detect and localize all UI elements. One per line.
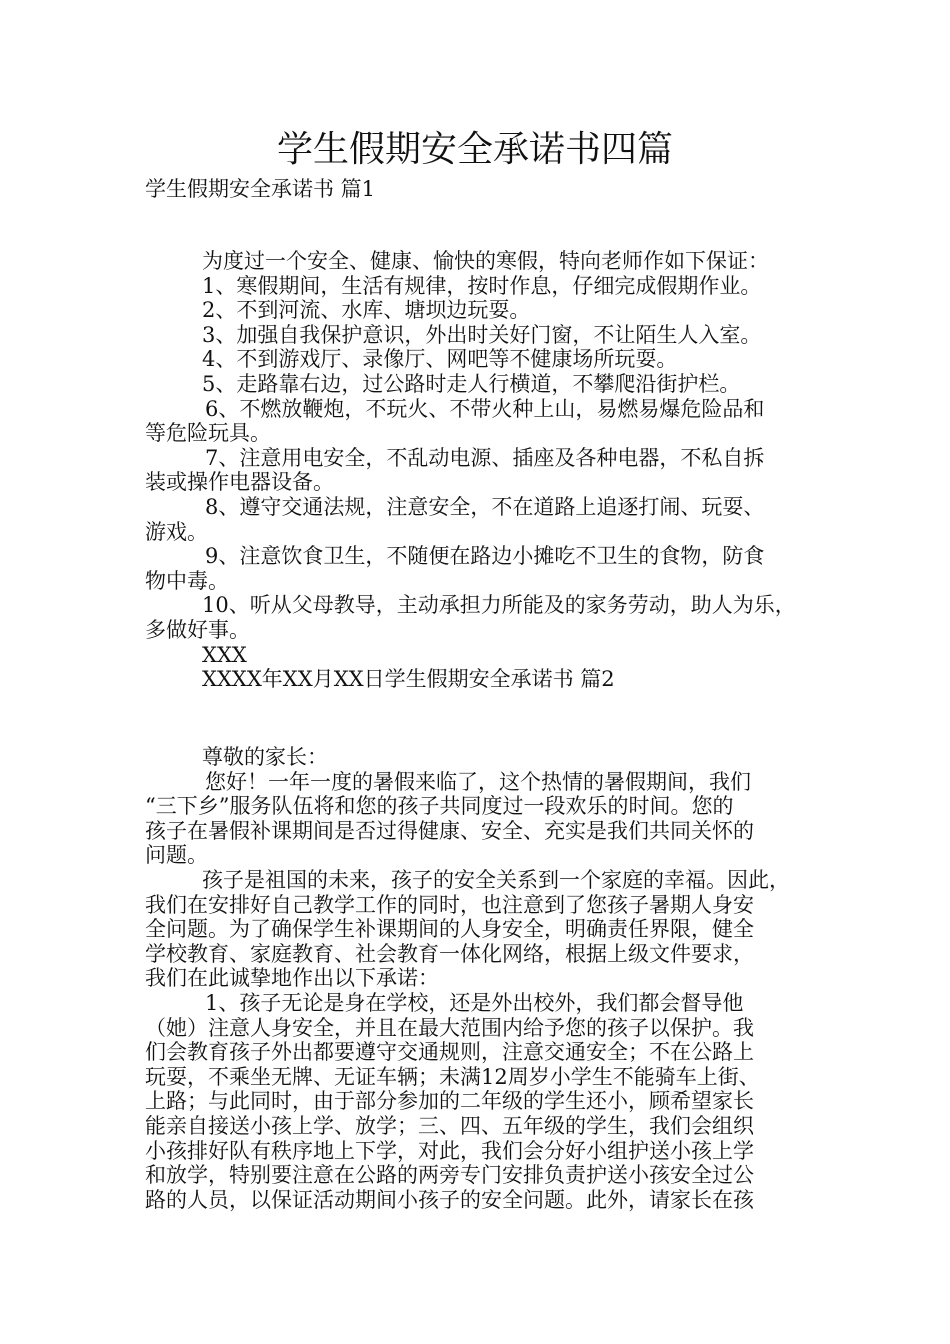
paragraph-line: （她）注意人身安全，并且在最大范围内给予您的孩子以保护。我: [145, 1015, 754, 1040]
list-item: 5、走路靠右边，过公路时走人行横道，不攀爬沿街护栏。: [202, 371, 741, 396]
signature: XXX: [202, 642, 247, 667]
paragraph-line: 能亲自接送小孩上学、放学；三、四、五年级的学生，我们会组织: [145, 1113, 754, 1138]
paragraph-line: “三下乡”服务队伍将和您的孩子共同度过一段欢乐的时间。您的: [145, 794, 734, 819]
list-item: 8、遵守交通法规，注意安全，不在道路上追逐打闹、玩耍、: [205, 494, 765, 519]
paragraph-line: 们会教育孩子外出都要遵守交通规则，注意交通安全；不在公路上: [145, 1040, 754, 1065]
greeting: 尊敬的家长：: [202, 745, 328, 769]
paragraph-line: 上路；与此同时，由于部分参加的二年级的学生还小，顾希望家长: [145, 1089, 754, 1114]
date-and-section-heading-2: XXXX年XX月XX日学生假期安全承诺书 篇2: [202, 667, 615, 692]
list-item: 4、不到游戏厅、录像厅、网吧等不健康场所玩耍。: [202, 347, 678, 372]
list-item: 1、寒假期间，生活有规律，按时作息，仔细完成假期作业。: [202, 273, 762, 298]
list-item: 6、不燃放鞭炮，不玩火、不带火种上山，易燃易爆危险品和: [205, 396, 765, 421]
list-item-continuation: 多做好事。: [145, 617, 250, 642]
paragraph-line: 路的人员，以保证活动期间小孩子的安全问题。此外，请家长在孩: [145, 1187, 754, 1212]
paragraph-line: 全问题。为了确保学生补课期间的人身安全，明确责任界限，健全: [145, 917, 754, 942]
paragraph-line: 和放学，特别要注意在公路的两旁专门安排负责护送小孩安全过公: [145, 1163, 754, 1188]
list-item-continuation: 物中毒。: [145, 568, 229, 593]
paragraph-line: 我们在此诚挚地作出以下承诺：: [145, 966, 439, 991]
part1-body: [145, 249, 815, 692]
section-heading-1: 学生假期安全承诺书 篇1: [145, 177, 376, 201]
paragraph-line: 问题。: [145, 843, 208, 868]
paragraph-line: 您好！一年一度的暑假来临了，这个热情的暑假期间，我们: [205, 769, 751, 794]
paragraph-line: 我们在安排好自己教学工作的同时，也注意到了您孩子暑期人身安: [145, 892, 754, 917]
part2-body: [145, 745, 815, 1212]
paragraph-line: 孩子在暑假补课期间是否过得健康、安全、充实是我们共同关怀的: [145, 818, 754, 843]
list-item: 2、不到河流、水库、塘坝边玩耍。: [202, 298, 531, 323]
list-item-continuation: 游戏。: [145, 519, 208, 544]
paragraph-line: 小孩排好队有秩序地上下学，对此，我们会分好小组护送小孩上学: [145, 1138, 754, 1163]
document-title: 学生假期安全承诺书四篇: [276, 129, 673, 170]
list-item: 10、听从父母教导，主动承担力所能及的家务劳动，助人为乐，: [202, 593, 796, 618]
paragraph-line: 1、孩子无论是身在学校，还是外出校外，我们都会督导他: [205, 990, 744, 1015]
part1-intro: 为度过一个安全、健康、愉快的寒假，特向老师作如下保证：: [202, 249, 769, 273]
list-item-continuation: 装或操作电器设备。: [145, 470, 334, 495]
list-item-continuation: 等危险玩具。: [145, 421, 271, 446]
paragraph-line: 孩子是祖国的未来，孩子的安全关系到一个家庭的幸福。因此，: [202, 867, 790, 892]
list-item: 3、加强自我保护意识，外出时关好门窗，不让陌生人入室。: [202, 322, 762, 347]
paragraph-line: 玩耍，不乘坐无牌、无证车辆；未满12周岁小学生不能骑车上街、: [145, 1064, 760, 1089]
paragraph-line: 学校教育、家庭教育、社会教育一体化网络，根据上级文件要求，: [145, 941, 754, 966]
list-item: 7、注意用电安全，不乱动电源、插座及各种电器，不私自拆: [205, 445, 765, 470]
list-item: 9、注意饮食卫生，不随便在路边小摊吃不卫生的食物，防食: [205, 544, 765, 569]
